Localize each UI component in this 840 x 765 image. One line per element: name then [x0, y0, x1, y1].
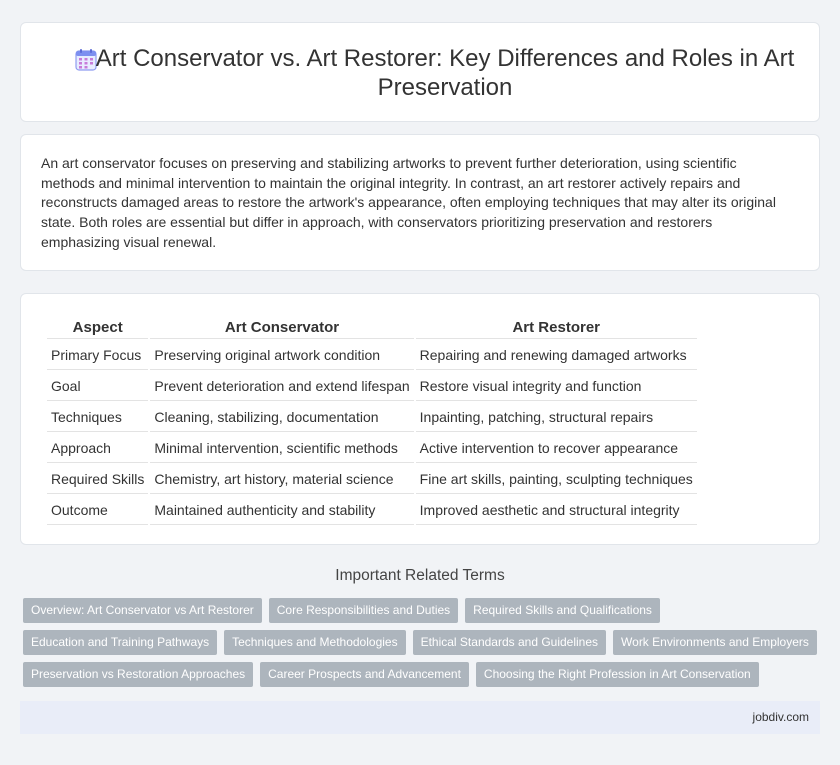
table-row	[47, 434, 697, 463]
header-aspect: Aspect	[47, 318, 148, 339]
table-cell: Fine art skills, painting, sculpting techniques	[416, 465, 697, 494]
related-term-tag[interactable]: Choosing the Right Profession in Art Conservation	[476, 662, 759, 687]
comparison-card	[20, 293, 820, 545]
related-term-tag[interactable]: Education and Training Pathways	[23, 630, 217, 655]
related-term-tag[interactable]: Work Environments and Employers	[613, 630, 817, 655]
table-cell: Outcome	[47, 496, 148, 525]
table-cell: Goal	[47, 372, 148, 401]
footer-site-link[interactable]: jobdiv.com	[752, 710, 809, 724]
related-terms-title: Important Related Terms	[335, 567, 505, 584]
table-row	[47, 496, 697, 525]
table-cell: Active intervention to recover appearance	[416, 434, 697, 463]
table-cell: Chemistry, art history, material science	[150, 465, 413, 494]
table-cell: Inpainting, patching, structural repairs	[416, 403, 697, 432]
table-row	[47, 341, 697, 370]
page-title: Art Conservator vs. Art Restorer: Key Differences and Roles in Art Preservation	[95, 45, 795, 101]
related-term-tag[interactable]: Career Prospects and Advancement	[260, 662, 469, 687]
related-term-tag[interactable]: Overview: Art Conservator vs Art Restorer	[23, 598, 262, 623]
table-cell: Cleaning, stabilizing, documentation	[150, 403, 413, 432]
tag-row	[23, 662, 823, 687]
related-term-tag[interactable]: Ethical Standards and Guidelines	[413, 630, 606, 655]
table-row	[47, 465, 697, 494]
table-cell: Approach	[47, 434, 148, 463]
table-cell: Preserving original artwork condition	[150, 341, 413, 370]
table-row	[47, 372, 697, 401]
related-term-tag[interactable]: Core Responsibilities and Duties	[269, 598, 458, 623]
table-row	[47, 403, 697, 432]
table-cell: Primary Focus	[47, 341, 148, 370]
related-term-tag[interactable]: Techniques and Methodologies	[224, 630, 405, 655]
table-cell: Improved aesthetic and structural integrity	[416, 496, 697, 525]
table-cell: Maintained authenticity and stability	[150, 496, 413, 525]
intro-card	[20, 134, 820, 271]
related-term-tag[interactable]: Required Skills and Qualifications	[465, 598, 660, 623]
comparison-table	[45, 316, 699, 527]
header-card	[20, 22, 820, 122]
tag-row	[23, 598, 823, 623]
table-cell: Restore visual integrity and function	[416, 372, 697, 401]
table-header-row	[47, 318, 697, 339]
table-cell: Required Skills	[47, 465, 148, 494]
footer	[20, 701, 820, 734]
related-term-tag[interactable]: Preservation vs Restoration Approaches	[23, 662, 253, 687]
tag-row	[23, 630, 823, 655]
table-cell: Minimal intervention, scientific methods	[150, 434, 413, 463]
header-conservator: Art Conservator	[150, 318, 413, 339]
table-cell: Prevent deterioration and extend lifespan	[150, 372, 413, 401]
related-terms-list	[23, 598, 823, 694]
table-cell: Techniques	[47, 403, 148, 432]
header-restorer: Art Restorer	[416, 318, 697, 339]
table-cell: Repairing and renewing damaged artworks	[416, 341, 697, 370]
intro-text: An art conservator focuses on preserving and stabilizing artworks to prevent further deterioration, using scientific methods and minimal intervention to maintain the original integrity. In contrast, an art restorer actively repairs and reconstructs damaged areas to restore the artwork's appearance, often employing techniques that may alter its original state. Both roles are essential but differ in approach, with conservators prioritizing preservation and restorers emphasizing visual renewal.	[41, 155, 776, 250]
